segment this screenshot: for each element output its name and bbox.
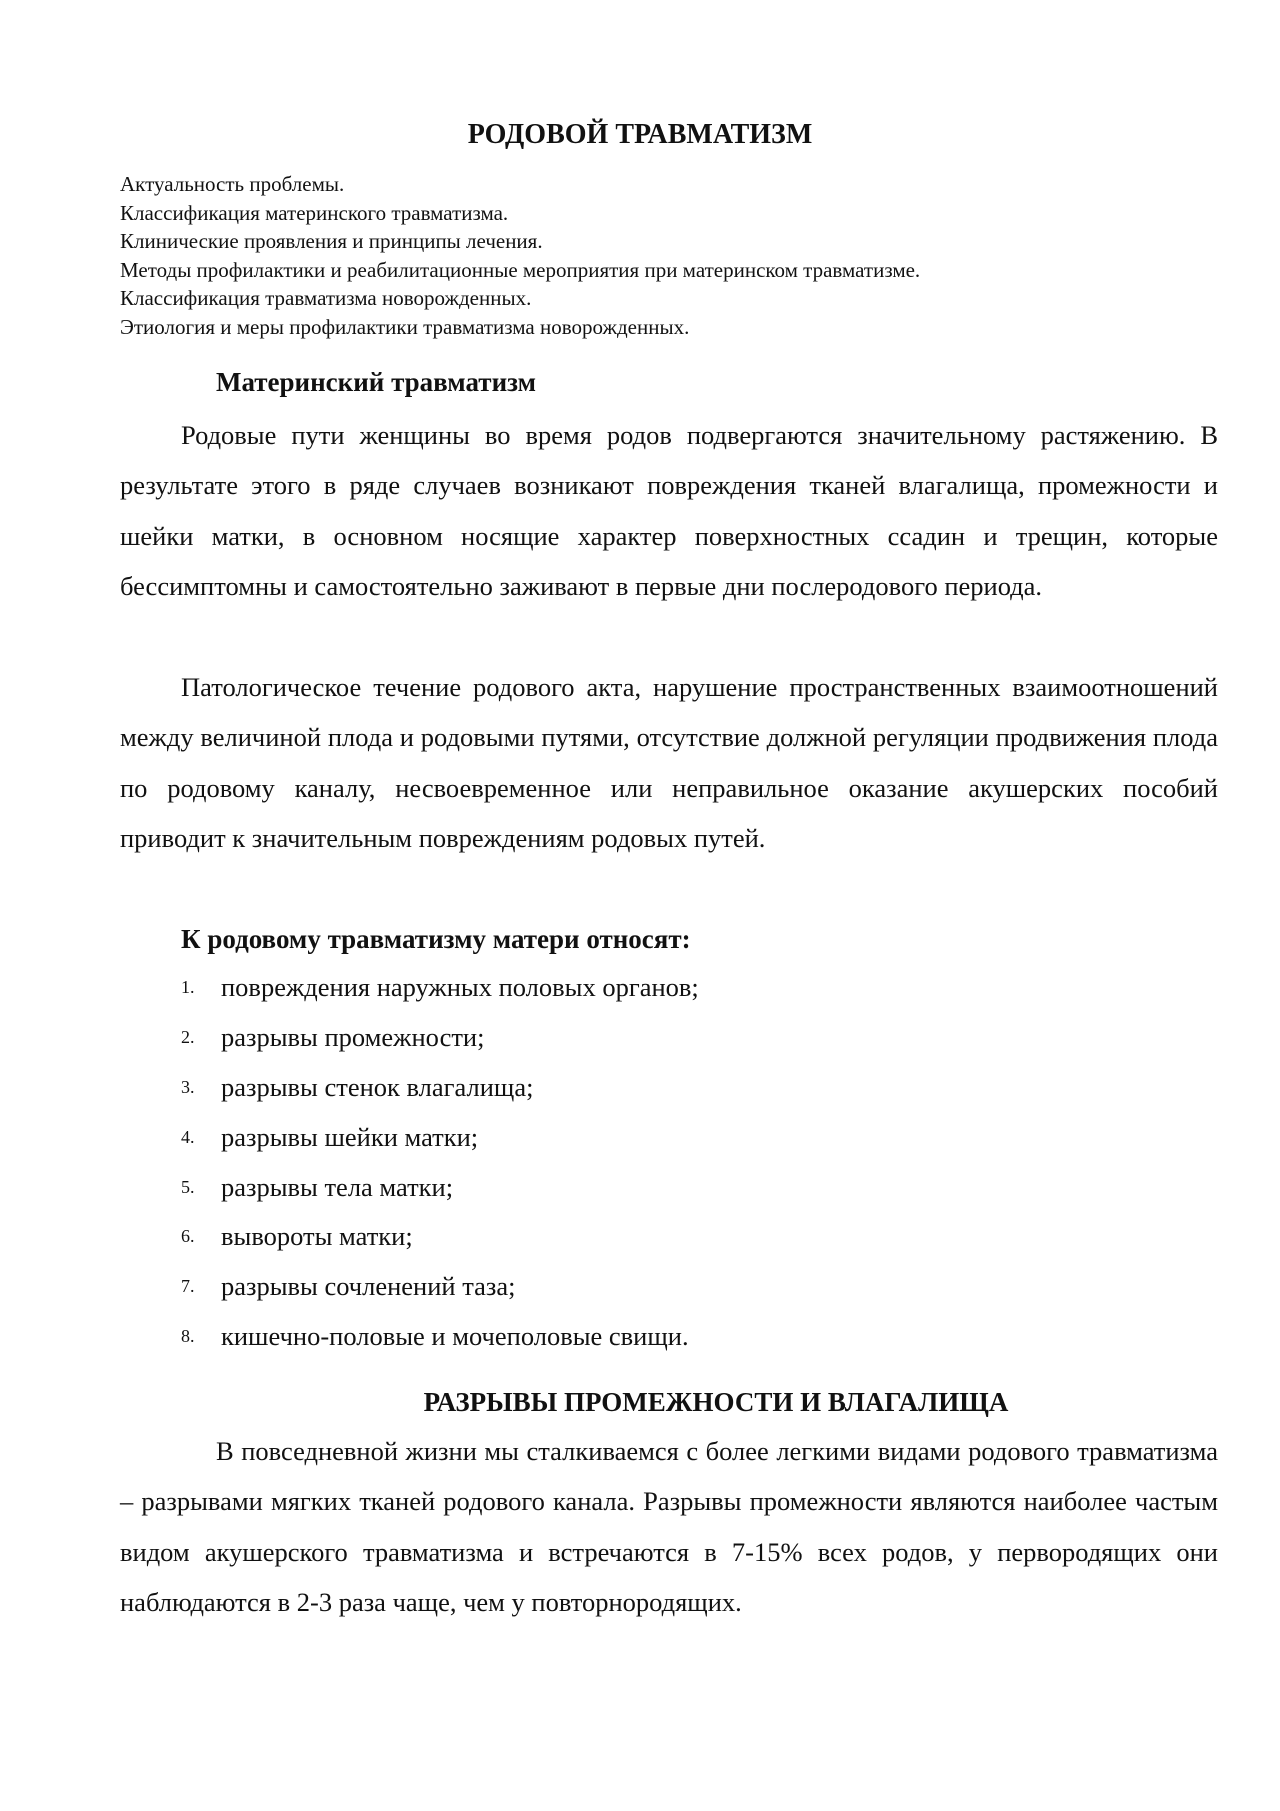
- list-item-text: разрывы тела матки;: [221, 1171, 454, 1202]
- list-item-number: 4.: [181, 1126, 195, 1147]
- topic-item: Классификация травматизма новорожденных.: [120, 286, 532, 311]
- topic-item: Актуальность проблемы.: [120, 172, 345, 196]
- list-item-number: 8.: [181, 1326, 195, 1347]
- list-item: [120, 1262, 1120, 1312]
- topics-list: [120, 170, 1220, 342]
- injury-list-heading: К родовому травматизму матери относят:: [181, 924, 691, 954]
- list-item: [120, 1312, 1120, 1362]
- list-item: [120, 963, 1120, 1013]
- list-item-number: 7.: [181, 1276, 195, 1297]
- page-title: РОДОВОЙ ТРАВМАТИЗМ: [467, 119, 813, 150]
- topic-item: Клинические проявления и принципы лечения.: [120, 229, 543, 254]
- list-item-text: разрывы сочленений таза;: [221, 1271, 516, 1302]
- section-heading-ruptures: РАЗРЫВЫ ПРОМЕЖНОСТИ И ВЛАГАЛИЩА: [423, 1387, 1009, 1417]
- list-item-number: 5.: [181, 1176, 195, 1197]
- paragraph-ruptures: В повседневной жизни мы сталкиваемся с более легкими видами родового травматизма – разрывами мягких тканей родового канала. Разрывы промежности являются наиболее частым видом акушерского травматизма и встречаются в 7-15% всех родов, у первородящих они наблюдаются в 2-3 раза чаще, чем у повторнородящих.: [120, 1436, 1218, 1618]
- list-item-text: разрывы шейки матки;: [221, 1121, 479, 1152]
- list-item-text: кишечно-половые и мочеполовые свищи.: [221, 1321, 689, 1352]
- injury-list: [120, 963, 1120, 1362]
- list-item-text: разрывы промежности;: [221, 1021, 485, 1052]
- list-item: [120, 1212, 1120, 1262]
- list-item-number: 6.: [181, 1226, 195, 1247]
- list-item: [120, 1113, 1120, 1163]
- topic-item: Методы профилактики и реабилитационные мероприятия при материнском травматизме.: [120, 257, 921, 282]
- list-item-text: разрывы стенок влагалища;: [221, 1071, 534, 1102]
- list-item-text: вывороты матки;: [221, 1221, 413, 1252]
- list-item-text: повреждения наружных половых органов;: [221, 972, 699, 1002]
- list-item-number: 2.: [181, 1026, 195, 1047]
- maternal-trauma-heading: Материнский травматизм: [216, 367, 536, 397]
- topic-item: Классификация материнского травматизма.: [120, 200, 509, 225]
- list-item-number: 1.: [181, 977, 195, 997]
- list-item-number: 3.: [181, 1076, 195, 1097]
- list-item: [120, 1163, 1120, 1213]
- list-item: [120, 1063, 1120, 1113]
- paragraph-pathology: Патологическое течение родового акта, нарушение пространственных взаимоотношений между величиной плода и родовыми путями, отсутствие должной регуляции продвижения плода по родовому каналу, несвоевременное или неправильное оказание акушерских пособий приводит к значительным повреждениям родовых путей.: [120, 672, 1218, 854]
- topic-item: Этиология и меры профилактики травматизма новорожденных.: [120, 314, 690, 339]
- paragraph-birth-canal: Родовые пути женщины во время родов подвергаются значительному растяжению. В результате этого в ряде случаев возникают повреждения тканей влагалища, промежности и шейки матки, в основном носящие характер поверхностных ссадин и трещин, которые бессимптомны и самостоятельно заживают в первые дни послеродового периода.: [120, 420, 1218, 602]
- list-item: [120, 1013, 1120, 1063]
